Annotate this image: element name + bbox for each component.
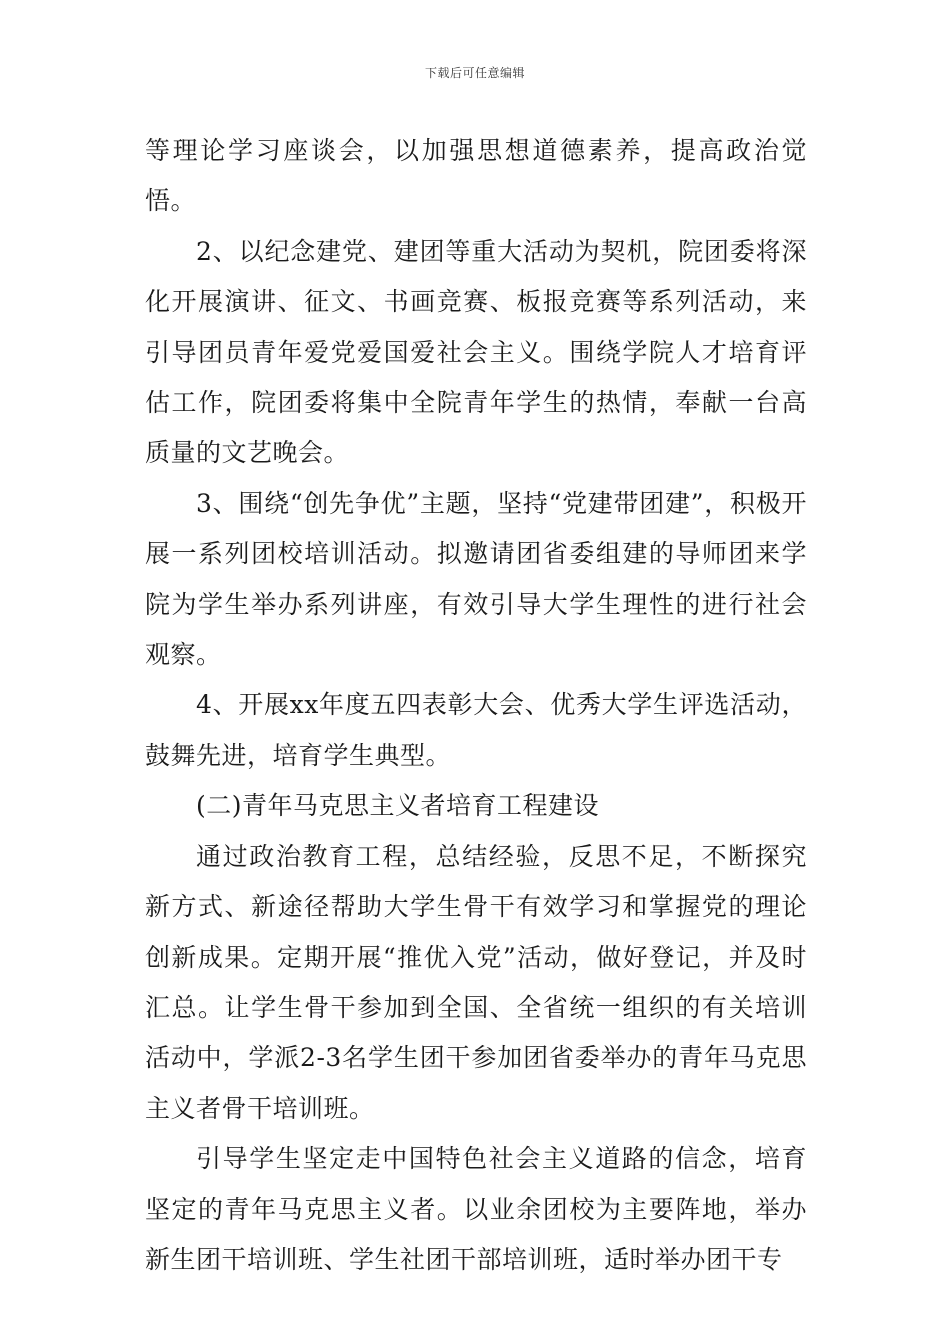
page-header: 下载后可任意编辑 [424,66,525,80]
paragraph-6: 引导学生坚定走中国特色社会主义道路的信念，培育坚定的青年马克思主义者。以业余团校为主要阵地，举办新生团干培训班、学生社团干部培训班，适时举办团干专 [145,1144,807,1274]
document-body [145,126,807,1285]
paragraph-2: 2、以纪念建党、建团等重大活动为契机，院团委将深化开展演讲、征文、书画竞赛、板报竞赛等系列活动，来引导团员青年爱党爱国爱社会主义。围绕学院人才培育评估工作，院团委将集中全院青年学生的热情，奉献一台高质量的文艺晚会。 [145,236,807,468]
paragraph-4: 4、开展xx年度五四表彰大会、优秀大学生评选活动，鼓舞先进，培育学生典型。 [145,690,807,770]
paragraph-3: 3、围绕“创先争优”主题，坚持“党建带团建”，积极开展一系列团校培训活动。拟邀请团省委组建的导师团来学院为学生举办系列讲座，有效引导大学生理性的进行社会观察。 [145,488,807,670]
paragraph-5: 通过政治教育工程，总结经验，反思不足，不断探究新方式、新途径帮助大学生骨干有效学习和掌握党的理论创新成果。定期开展“推优入党”活动，做好登记，并及时汇总。让学生骨干参加到全国、全省统一组织的有关培训活动中，学派2-3名学生团干参加团省委举办的青年马克思主义者骨干培训班。 [145,841,807,1123]
paragraph-1: 等理论学习座谈会，以加强思想道德素养，提高政治觉悟。 [145,136,807,216]
section-heading: (二)青年马克思主义者培育工程建设 [196,791,600,821]
